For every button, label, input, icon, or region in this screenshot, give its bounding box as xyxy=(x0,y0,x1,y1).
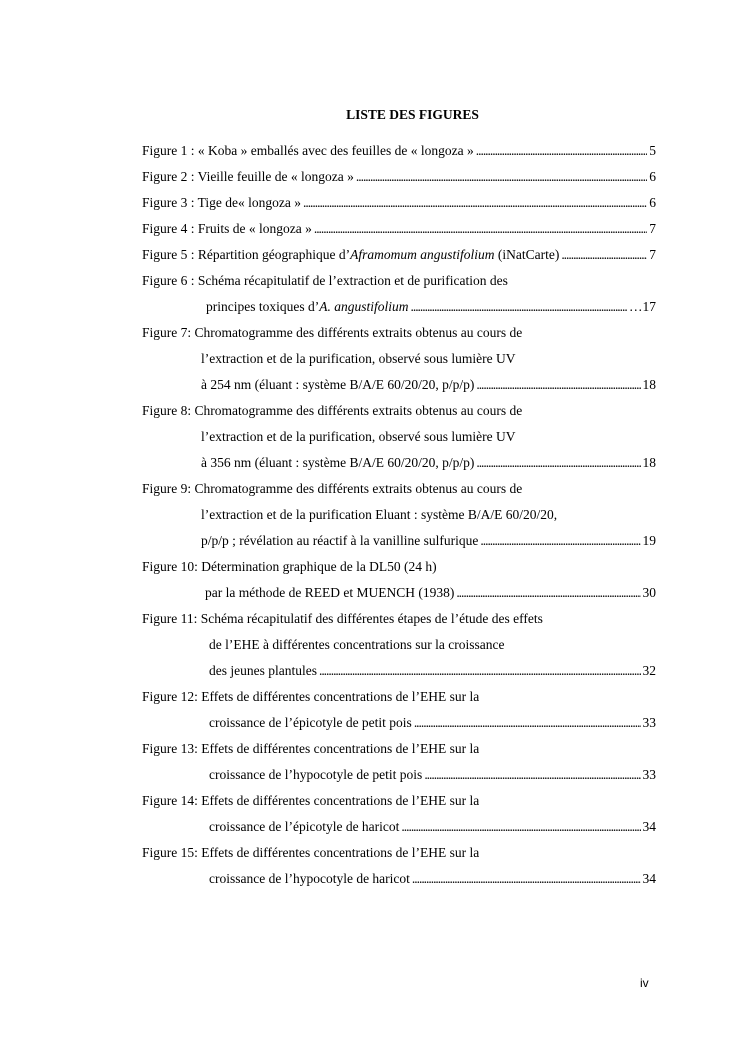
figure-entry-continuation xyxy=(209,713,656,733)
figure-caption-text: Figure 3 : Tige de« longoza » xyxy=(142,195,301,210)
figure-entry xyxy=(142,843,479,863)
figure-page-number: 18 xyxy=(642,377,656,392)
dot-leader xyxy=(561,245,647,265)
figure-entry-continuation xyxy=(201,427,516,447)
figure-caption-text: Figure 4 : Fruits de « longoza » xyxy=(142,221,312,236)
figure-entry-continuation xyxy=(201,453,656,473)
figure-caption-text: des jeunes plantules xyxy=(209,663,317,678)
page-title: LISTE DES FIGURES xyxy=(346,107,479,122)
figure-entry-continuation xyxy=(209,869,656,889)
dot-leader xyxy=(412,869,641,889)
figure-page-number: 30 xyxy=(642,585,656,600)
figure-caption-text: de l’EHE à différentes concentrations sur la croissance xyxy=(209,637,505,652)
figure-caption-text: Figure 2 : Vieille feuille de « longoza » xyxy=(142,169,354,184)
dot-leader xyxy=(356,167,647,187)
figure-entry-continuation xyxy=(209,661,656,681)
figure-entry xyxy=(142,193,656,213)
caption-text-part: Figure 5 : Répartition géographique d’ xyxy=(142,247,351,262)
figure-entry-continuation xyxy=(209,635,505,655)
figure-page-number: 33 xyxy=(642,715,656,730)
figure-entry xyxy=(142,557,437,577)
dot-leader xyxy=(411,297,628,317)
dot-leader xyxy=(456,583,640,603)
figure-entry xyxy=(142,479,522,499)
figure-page-number: 34 xyxy=(642,819,656,834)
figure-entry-continuation xyxy=(201,349,516,369)
figure-caption-text: croissance de l’épicotyle de petit pois xyxy=(209,715,412,730)
figure-entry-continuation xyxy=(209,817,656,837)
figure-entry-continuation xyxy=(206,297,656,317)
figure-entry-continuation xyxy=(201,505,557,525)
figure-entry-continuation xyxy=(209,765,656,785)
figure-caption-text: Figure 9: Chromatogramme des différents extraits obtenus au cours de xyxy=(142,481,523,496)
figure-page-number: 6 xyxy=(649,169,656,184)
figure-entry xyxy=(142,271,508,291)
figure-page-number: …17 xyxy=(629,299,656,314)
figure-caption-text: p/p/p ; révélation au réactif à la vanilline sulfurique xyxy=(201,533,479,548)
dot-leader xyxy=(476,375,640,395)
figure-caption-text: l’extraction et de la purification, observé sous lumière UV xyxy=(201,429,516,444)
figure-caption-text: Figure 11: Schéma récapitulatif des différentes étapes de l’étude des effets xyxy=(142,611,543,626)
caption-text-part: principes toxiques d’ xyxy=(206,299,320,314)
page-number: iv xyxy=(640,976,649,990)
figure-caption-text: Figure 1 : « Koba » emballés avec des feuilles de « longoza » xyxy=(142,143,474,158)
caption-text-part: (iNatCarte) xyxy=(494,247,560,262)
dot-leader xyxy=(424,765,640,785)
figure-caption-text: Figure 10: Détermination graphique de la DL50 (24 h) xyxy=(142,559,437,574)
figure-caption-text: Figure 12: Effets de différentes concentrations de l’EHE sur la xyxy=(142,689,480,704)
figure-caption-text: croissance de l’hypocotyle de haricot xyxy=(209,871,410,886)
dot-leader xyxy=(414,713,641,733)
figure-page-number: 6 xyxy=(649,195,656,210)
figure-entry xyxy=(142,245,656,265)
figure-page-number: 32 xyxy=(642,663,656,678)
dot-leader xyxy=(480,531,640,551)
dot-leader xyxy=(319,661,641,681)
figure-page-number: 7 xyxy=(649,247,656,262)
figure-caption-text: Figure 6 : Schéma récapitulatif de l’extraction et de purification des xyxy=(142,273,508,288)
figure-entry xyxy=(142,141,656,161)
figure-entry-continuation xyxy=(201,375,656,395)
figure-page-number: 5 xyxy=(649,143,656,158)
figure-caption-text: l’extraction et de la purification, observé sous lumière UV xyxy=(201,351,516,366)
figure-caption-text: Figure 13: Effets de différentes concentrations de l’EHE sur la xyxy=(142,741,480,756)
figure-caption-text: Figure 7: Chromatogramme des différents extraits obtenus au cours de xyxy=(142,325,523,340)
figure-caption-text xyxy=(206,297,409,317)
figure-entry xyxy=(142,167,656,187)
dot-leader xyxy=(476,453,640,473)
figure-caption-text: Figure 8: Chromatogramme des différents extraits obtenus au cours de xyxy=(142,403,523,418)
figure-page-number: 7 xyxy=(649,221,656,236)
figure-caption-text: Figure 14: Effets de différentes concentrations de l’EHE sur la xyxy=(142,793,480,808)
figure-page-number: 34 xyxy=(642,871,656,886)
figure-caption-text: croissance de l’épicotyle de haricot xyxy=(209,819,400,834)
figure-entry-continuation xyxy=(205,583,656,603)
figure-caption-text: Figure 15: Effets de différentes concentrations de l’EHE sur la xyxy=(142,845,480,860)
figure-caption-text: croissance de l’hypocotyle de petit pois xyxy=(209,767,423,782)
figure-page-number: 19 xyxy=(642,533,656,548)
dot-leader xyxy=(401,817,640,837)
figure-page-number: 33 xyxy=(642,767,656,782)
figure-entry xyxy=(142,219,656,239)
figure-caption-text: l’extraction et de la purification Eluant : système B/A/E 60/20/20, xyxy=(201,507,558,522)
dot-leader xyxy=(476,141,647,161)
figure-page-number: 18 xyxy=(642,455,656,470)
figure-caption-text: par la méthode de REED et MUENCH (1938) xyxy=(205,585,455,600)
figure-caption-text: à 356 nm (éluant : système B/A/E 60/20/20, p/p/p) xyxy=(201,455,475,470)
figure-entry xyxy=(142,609,543,629)
dot-leader xyxy=(314,219,647,239)
figure-entry xyxy=(142,323,522,343)
figure-entry xyxy=(142,401,522,421)
figure-entry-continuation xyxy=(201,531,656,551)
figure-caption-text xyxy=(142,245,559,265)
species-name: A. angustifolium xyxy=(319,299,409,314)
figure-entry xyxy=(142,791,479,811)
figure-entry xyxy=(142,739,479,759)
figure-caption-text: à 254 nm (éluant : système B/A/E 60/20/20, p/p/p) xyxy=(201,377,475,392)
dot-leader xyxy=(303,193,647,213)
figure-entry xyxy=(142,687,479,707)
species-name: Aframomum angustifolium xyxy=(350,247,495,262)
